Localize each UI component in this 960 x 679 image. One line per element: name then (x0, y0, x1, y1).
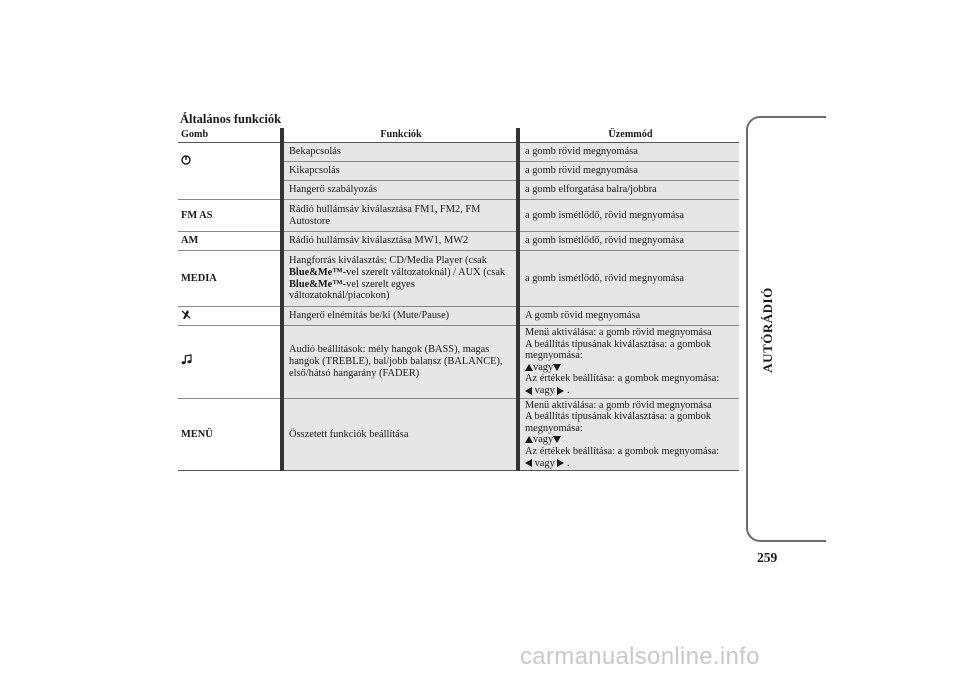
arrow-up-icon (525, 364, 533, 371)
mode-cell: a gomb ismétlődő, rövid megnyomása (518, 200, 739, 232)
mute-icon (181, 309, 191, 324)
functions-table (178, 128, 739, 471)
function-cell: Audió beállítások: mély hangok (BASS), magas hangok (TREBLE), bal/jobb balansz (BALANCE), első/hátsó hangarány (FADER) (282, 326, 518, 399)
mode-cell: a gomb ismétlődő, rövid megnyomása (518, 232, 739, 251)
mode-cell: Menü aktiválása: a gomb rövid megnyomása A beállítás típusának kiválasztása: a gombok megnyomása: vagy Az értékek beállítása: a gombok megnyomása: vagy . (518, 398, 739, 471)
brand-name: Blue&Me™ (289, 278, 343, 290)
chapter-tab-label: AUTÓRÁDIÓ (760, 287, 775, 373)
music-note-icon (181, 354, 192, 369)
function-cell: Kikapcsolás (282, 162, 518, 181)
arrow-down-icon (553, 436, 561, 443)
mode-cell: Menü aktiválása: a gomb rövid megnyomása A beállítás típusának kiválasztása: a gombok megnyomása: vagy Az értékek beállítása: a gombok megnyomása: vagy . (518, 326, 739, 399)
header-button: Gomb (178, 128, 282, 143)
table-header-row (178, 128, 739, 143)
table-row (178, 181, 739, 200)
mode-cell: A gomb rövid megnyomása (518, 307, 739, 326)
arrow-up-icon (525, 436, 533, 443)
section-title: Általános funkciók (180, 112, 282, 126)
mute-button-cell (178, 307, 282, 326)
function-cell: Hangerő szabályozás (282, 181, 518, 200)
function-cell: Rádió hullámsáv kiválasztása FM1, FM2, FM Autostore (282, 200, 518, 232)
power-knob-icon (181, 155, 191, 169)
table-row (178, 307, 739, 326)
function-cell: Rádió hullámsáv kiválasztása MW1, MW2 (282, 232, 518, 251)
button-label: FM AS (178, 200, 282, 232)
arrow-down-icon (553, 364, 561, 371)
table-row (178, 326, 739, 399)
function-cell: Összetett funkciók beállítása (282, 398, 518, 471)
arrow-left-icon (525, 459, 532, 467)
button-label: MEDIA (178, 251, 282, 307)
table-row (178, 398, 739, 471)
audio-button-cell (178, 326, 282, 399)
table-row (178, 232, 739, 251)
mode-cell: a gomb rövid megnyomása (518, 143, 739, 162)
button-label: AM (178, 232, 282, 251)
function-cell: Hangforrás kiválasztás: CD/Media Player (csak Blue&Me™-vel szerelt változatoknál) / AUX (csak Blue&Me™-vel szerelt egyes változatoknál/piacokon) (282, 251, 518, 307)
arrow-right-icon (557, 459, 564, 467)
watermark: carmanualsonline.info (520, 643, 760, 670)
table-row (178, 143, 739, 162)
arrow-left-icon (525, 387, 532, 395)
arrow-right-icon (557, 387, 564, 395)
function-cell: Bekapcsolás (282, 143, 518, 162)
table-row (178, 200, 739, 232)
header-functions: Funkciók (282, 128, 518, 143)
button-label: MENÜ (178, 398, 282, 471)
table-row (178, 251, 739, 307)
header-mode: Üzemmód (518, 128, 739, 143)
function-cell: Hangerő elnémítás be/ki (Mute/Pause) (282, 307, 518, 326)
chapter-tab (746, 116, 826, 542)
mode-cell: a gomb elforgatása balra/jobbra (518, 181, 739, 200)
brand-name: Blue&Me™ (289, 266, 343, 278)
page-number: 259 (757, 550, 778, 565)
power-button-cell (178, 143, 282, 181)
mode-cell: a gomb ismétlődő, rövid megnyomása (518, 251, 739, 307)
mode-cell: a gomb rövid megnyomása (518, 162, 739, 181)
